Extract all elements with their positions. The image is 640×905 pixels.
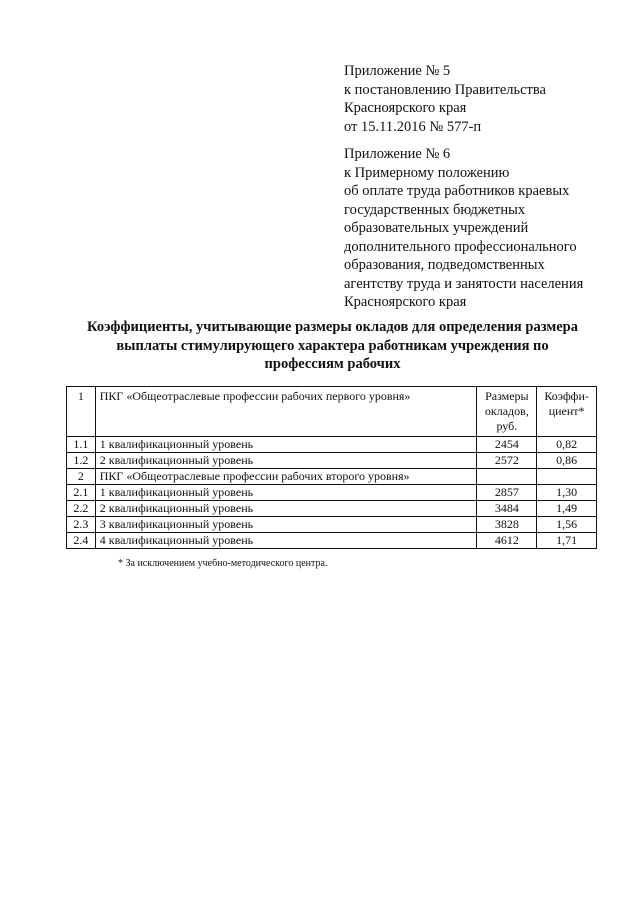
- table-header-row: [67, 387, 597, 437]
- appendix-line: Красноярского края: [344, 294, 467, 310]
- row-name-cell: ПКГ «Общеотраслевые профессии рабочих второго уровня»: [95, 469, 477, 485]
- header-coef-line: Коэффи-: [544, 389, 589, 403]
- row-name-cell: 1 квалификационный уровень: [95, 485, 477, 501]
- row-salary-cell: 2454: [477, 437, 537, 453]
- table-group-row: [67, 469, 597, 485]
- row-name-cell: 4 квалификационный уровень: [95, 533, 477, 549]
- coefficients-table-wrapper: [66, 386, 597, 549]
- header-coef-line: циент*: [548, 404, 585, 418]
- row-coef-cell: 1,49: [537, 501, 597, 517]
- row-salary-cell: 3484: [477, 501, 537, 517]
- header-salary-line: руб.: [496, 419, 518, 433]
- row-salary-cell: 4612: [477, 533, 537, 549]
- table-row: [67, 533, 597, 549]
- table-row: [67, 501, 597, 517]
- appendix-line: к постановлению Правительства: [344, 81, 546, 98]
- document-title: [60, 318, 605, 374]
- header-salary-line: Размеры: [485, 389, 529, 403]
- table-row: [67, 437, 597, 453]
- row-num-cell: 1.1: [67, 437, 96, 453]
- row-num-cell: 2: [67, 469, 96, 485]
- appendix-line: образования, подведомственных: [344, 257, 545, 273]
- footnote: * За исключением учебно-методического центра.: [118, 558, 328, 569]
- appendix-line: от 15.11.2016 № 577-п: [344, 118, 482, 135]
- title-line: Коэффициенты, учитывающие размеры окладов для определения размера: [87, 319, 578, 335]
- table-row: [67, 517, 597, 533]
- row-coef-cell: [537, 469, 597, 485]
- header-group-name-cell: ПКГ «Общеотраслевые профессии рабочих первого уровня»: [95, 387, 477, 437]
- row-salary-cell: 2572: [477, 453, 537, 469]
- header-num-cell: 1: [67, 387, 96, 437]
- appendix-line: образовательных учреждений: [344, 220, 529, 236]
- header-salary-cell: [477, 387, 537, 437]
- appendix-line: государственных бюджетных: [344, 201, 526, 218]
- row-num-cell: 2.3: [67, 517, 96, 533]
- appendix-line: Приложение № 5: [344, 63, 451, 79]
- row-coef-cell: 0,86: [537, 453, 597, 469]
- row-salary-cell: 2857: [477, 485, 537, 501]
- table-row: [67, 485, 597, 501]
- row-coef-cell: 0,82: [537, 437, 597, 453]
- table-row: [67, 453, 597, 469]
- appendix-line: об оплате труда работников краевых: [344, 183, 570, 199]
- row-salary-cell: [477, 469, 537, 485]
- appendix-6-header: [344, 145, 583, 312]
- coefficients-table: [66, 386, 597, 549]
- row-name-cell: 1 квалификационный уровень: [95, 437, 477, 453]
- header-salary-line: окладов,: [484, 404, 529, 418]
- title-line: выплаты стимулирующего характера работникам учреждения по: [116, 337, 549, 354]
- header-coef-cell: [537, 387, 597, 437]
- row-salary-cell: 3828: [477, 517, 537, 533]
- appendix-line: Красноярского края: [344, 100, 467, 116]
- row-num-cell: 2.1: [67, 485, 96, 501]
- row-coef-cell: 1,56: [537, 517, 597, 533]
- row-num-cell: 2.2: [67, 501, 96, 517]
- appendix-line: Приложение № 6: [344, 146, 451, 162]
- row-name-cell: 3 квалификационный уровень: [95, 517, 477, 533]
- row-name-cell: 2 квалификационный уровень: [95, 453, 477, 469]
- row-num-cell: 1.2: [67, 453, 96, 469]
- row-num-cell: 2.4: [67, 533, 96, 549]
- title-line: профессиям рабочих: [264, 356, 401, 372]
- appendix-line: дополнительного профессионального: [344, 238, 577, 255]
- row-name-cell: 2 квалификационный уровень: [95, 501, 477, 517]
- row-coef-cell: 1,71: [537, 533, 597, 549]
- appendix-line: к Примерному положению: [344, 164, 510, 181]
- row-coef-cell: 1,30: [537, 485, 597, 501]
- appendix-line: агентству труда и занятости населения: [344, 275, 584, 292]
- appendix-5-header: [344, 62, 546, 136]
